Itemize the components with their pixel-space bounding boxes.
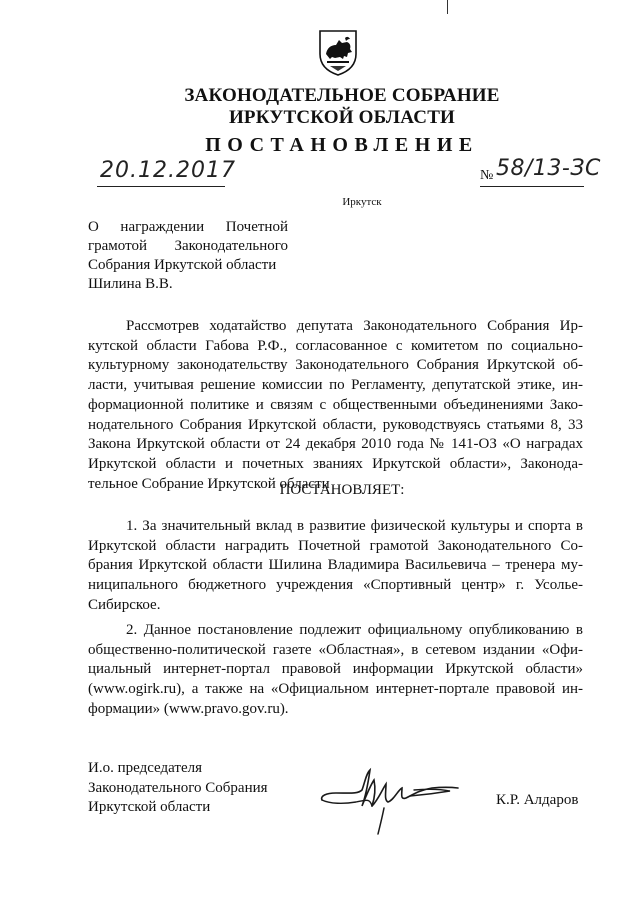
item1-line: Иркутской области наградить Почетной грамотой Законодательного Со- [88,537,583,554]
coat-of-arms-icon [317,28,359,76]
number-underline [480,186,584,187]
signer-title-line: Законодательного Собрания [88,779,268,796]
preamble-line: кутской области Габова Р.Ф., согласованное с комитетом по социально- [88,337,583,354]
scan-edge-line [447,0,448,14]
item1-line: 1. За значительный вклад в развитие физической культуры и спорта в [126,518,583,534]
document-type: ПОСТАНОВЛЕНИЕ [205,134,479,156]
number-sign: № [480,168,494,183]
item2-line: 2. Данное постановление подлежит официальному опубликованию в [126,622,583,638]
item2-line: (www.ogirk.ru), а также на «Официальном интернет-портале правовой ин- [88,681,583,698]
item2-line: циальный интернет-портал правовой информации Иркутской области» [88,661,583,678]
handwritten-signature-icon [310,760,470,840]
subject-line: О награждении Почетной [88,219,288,235]
preamble-line: Рассмотрев ходатайство депутата Законодательного Собрания Ир- [126,318,583,334]
date-underline [97,186,225,187]
decree-item-1 [88,517,583,616]
preamble-line: формационной политике и связям с общественными объединениями Зако- [88,396,583,413]
preamble-line: Иркутской области и почетных званиях Иркутской области», Законода- [88,455,583,472]
document-subject [88,218,288,294]
signer-name: К.Р. Алдаров [496,792,579,808]
document-date: 20.12.2017 [100,158,236,183]
signer-title [88,759,268,818]
preamble-line: тельное Собрание Иркутской области [88,475,330,492]
subject-line: Собрания Иркутской области [88,257,277,273]
signer-title-line: И.о. председателя [88,760,203,776]
org-name-line1: ЗАКОНОДАТЕЛЬНОЕ СОБРАНИЕ [184,85,500,106]
item2-line: формации» (www.pravo.gov.ru). [88,700,289,717]
preamble-line: Закона Иркутской области от 24 декабря 2010 года № 141-ОЗ «О наградах [88,436,583,453]
item2-line: общественно-политической газете «Областная», в сетевом издании «Офи- [88,641,583,658]
city: Иркутск [342,196,382,208]
org-name-line2: ИРКУТСКОЙ ОБЛАСТИ [228,107,456,128]
decree-item-2 [88,621,583,720]
decree-heading: ПОСТАНОВЛЯЕТ: [279,482,405,498]
item1-line: ниципального бюджетного учреждения «Спортивный центр» г. Усолье- [88,577,583,594]
item1-line: Сибирское. [88,596,161,613]
preamble-line: культурному законодательству Законодательного Собрания Иркутской об- [88,357,583,374]
preamble-line: нодательного Собрания Иркутской области, руководствуясь статьями 8, 33 [88,416,583,433]
signer-title-line: Иркутской области [88,799,211,816]
preamble-line: ласти, учитывая решение комиссии по Регламенту, депутатской этике, ин- [88,377,583,394]
subject-line: Шилина В.В. [88,276,173,292]
preamble-paragraph [88,317,583,494]
item1-line: брания Иркутской области Шилина Владимира Васильевича – тренера му- [88,557,583,574]
document-number: 58/13-ЗС [496,156,601,181]
subject-line: грамотой Законодательного [88,238,288,254]
